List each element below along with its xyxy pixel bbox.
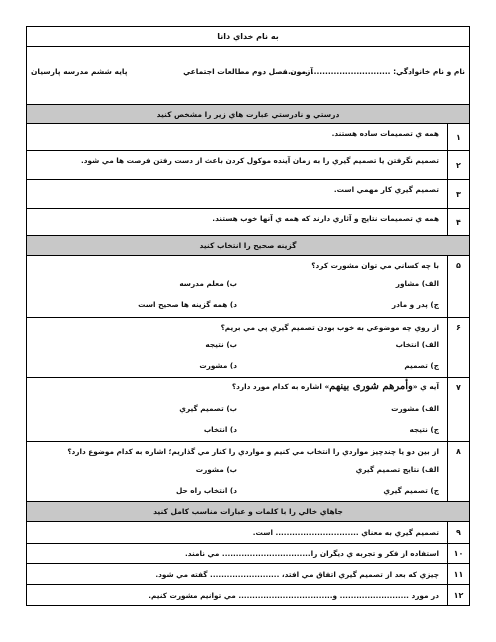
question-3	[27, 180, 469, 209]
question-text: آيه ي «وأمرهم شورى بينهم» اشاره به كدام مورد دارد؟	[231, 381, 439, 392]
question-text: همه ي تصميمات ساده هستند.	[331, 129, 439, 138]
question-text: از بين دو يا چندچيز مواردي را انتخاب مي كنيم و مواردي را كنار مي گذاريم؛ اشاره به كدام موضوع دارد؟	[67, 447, 439, 456]
question-number: ۱۲	[447, 585, 469, 606]
question-1	[27, 124, 469, 151]
question-number: ۹	[447, 522, 469, 543]
question-text: استفاده از فكر و تجربه ي ديگران را................................ مي نامند.	[184, 549, 439, 558]
bismillah: به نام خداي دانا	[27, 27, 469, 47]
question-7	[27, 378, 469, 442]
question-number: ۲	[447, 151, 469, 179]
option-a: الف) مشاور	[395, 279, 439, 288]
quran-verse: وأمرهم شورى بينهم	[329, 381, 413, 392]
question-12	[27, 585, 469, 606]
option-a: الف) نتايج تصميم گيري	[355, 465, 439, 474]
question-2	[27, 151, 469, 180]
exam-sheet	[26, 26, 470, 606]
option-c: ج) پدر و مادر	[391, 300, 439, 309]
section-fill-blanks: جاهاي خالي را با كلمات و عبارات مناسب كامل كنيد	[27, 502, 469, 522]
option-c: ج) تصميم	[404, 361, 439, 370]
option-a: الف) انتخاب	[395, 340, 439, 349]
option-b: ب) معلم مدرسه	[179, 279, 237, 288]
option-c: ج) تصميم گيري	[383, 486, 439, 495]
question-number: ۱۰	[447, 544, 469, 563]
question-number: ۱۱	[447, 564, 469, 584]
question-text: تصميم گيري به معناي .............................. است.	[252, 528, 439, 537]
school-name: پايه ششم مدرسه پارسيان	[31, 67, 128, 76]
option-a: الف) مشورت	[391, 404, 439, 413]
option-d: د) مشورت	[199, 361, 237, 370]
exam-title: آزمون فصل دوم مطالعات اجتماعي	[183, 67, 313, 76]
question-number: ۵	[447, 256, 469, 317]
question-5	[27, 256, 469, 318]
question-number: ۸	[447, 442, 469, 501]
exam-header	[27, 47, 469, 105]
option-d: د) انتخاب راه حل	[175, 486, 237, 495]
question-text: با چه كساني مي توان مشورت كرد؟	[311, 261, 439, 270]
question-text: از روي چه موضوعي به خوب بودن تصميم گيري پي مي بريم؟	[220, 323, 439, 332]
question-number: ۴	[447, 209, 469, 235]
question-number: ۳	[447, 180, 469, 208]
question-11	[27, 564, 469, 585]
question-text: در مورد ......................... و.................................. مي توانيم مشورت كنيم.	[148, 591, 439, 600]
option-d: د) همه گزينه ها صحيح است	[138, 300, 237, 309]
question-number: ۱	[447, 124, 469, 150]
student-name-field: نام و نام خانوادگي: ......................................	[282, 67, 465, 76]
question-6	[27, 318, 469, 378]
option-b: ب) مشورت	[195, 465, 237, 474]
question-text: همه ي تصميمات نتايج و آثاري دارند كه همه ي آنها خوب هستند.	[212, 214, 439, 223]
question-text: چيزي كه بعد از تصميم گيري اتفاق مي افتد، ......................... گفته مي شود.	[155, 570, 439, 579]
question-9	[27, 522, 469, 544]
option-b: ب) نتيجه	[205, 340, 237, 349]
option-b: ب) تصميم گيري	[179, 404, 237, 413]
question-number: ۷	[447, 378, 469, 441]
option-c: ج) نتيجه	[409, 425, 439, 434]
question-4	[27, 209, 469, 236]
section-multiple-choice: گزينه صحيح را انتخاب كنيد	[27, 236, 469, 256]
question-text: تصميم نگرفتن يا تصميم گيري را به زمان آينده موكول كردن باعث از دست رفتن فرصت ها مي شود.	[81, 156, 439, 165]
question-text: تصميم گيري كار مهمي است.	[333, 185, 439, 194]
section-true-false: درستي و نادرستي عبارت هاي زير را مشخص كنيد	[27, 105, 469, 124]
question-8	[27, 442, 469, 502]
option-d: د) انتخاب	[203, 425, 237, 434]
question-number: ۶	[447, 318, 469, 377]
question-10	[27, 544, 469, 564]
